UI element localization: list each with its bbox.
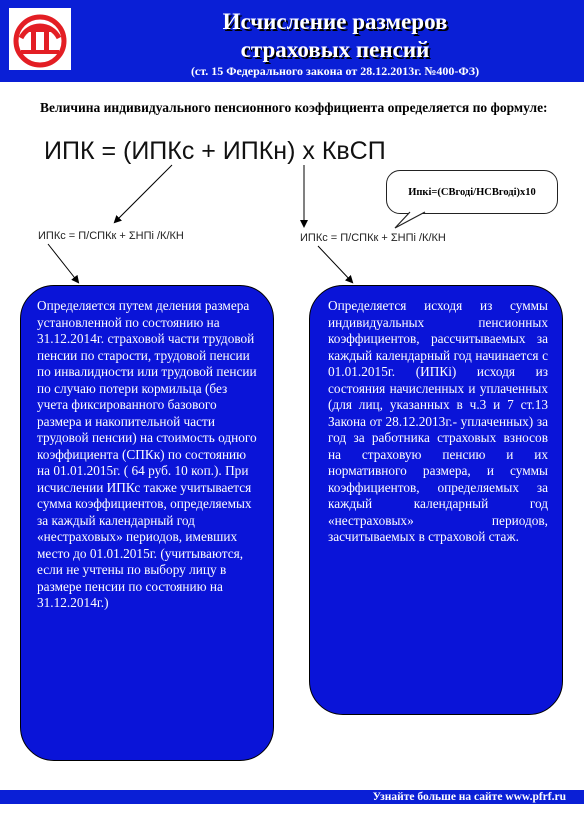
- page-subtitle: (ст. 15 Федерального закона от 28.12.2013г. №400-ФЗ): [190, 64, 480, 78]
- intro-text: Величина индивидуального пенсионного коэффициента определяется по формуле:: [40, 100, 548, 115]
- ipki-formula-bubble: Ипкi=(СВгодi/НСВгодi)х10: [386, 170, 558, 214]
- pfr-logo-icon: [9, 8, 71, 70]
- ipkn-description-box: Определяется исходя из суммы индивидуальных пенсионных коэффициентов, рассчитываемых за каждый календарный год начинается с 01.01.2015г. (ИПКi) исходя из состояния начисленных и уплаченных (для лиц, указанных в ч.3 и 7 ст.13 Закона от 28.12.2013г.- уплаченных) за год за работника страховых взносов на страховую пенсию и их нормативного размера, и суммы коэффициентов, определяемых за каждый календарный год «нестраховых» периодов, засчитываемых в страховой стаж.: [309, 285, 563, 715]
- title-line-1: Исчисление размеров: [222, 9, 448, 34]
- title-line-2: страховых пенсий: [240, 37, 430, 62]
- sub-formula-left: ИПКс = П/СПКк + ΣНПi /К/КН: [38, 230, 184, 242]
- arrow-ipkc: [115, 165, 172, 222]
- ipkc-description-box: Определяется путем деления размера установленной по состоянию на 31.12.2014г. страховой части трудовой пенсии по старости, трудовой пенсии по инвалидности или трудовой пенсии по случаю потери кормильца (без учета фиксированного базового размера и накопительной части трудовой пенсии) на стоимость одного коэффициента (СПКк) по состоянию на 01.01.2015г. ( 64 руб. 10 коп.). При исчислении ИПКс также учитывается сумма коэффициентов, определяемых за каждый календарный год «нестраховых» периодов, имевших место до 01.01.2015г. (учитываются, если не учтены по выбору лицу в размере пенсии по состоянию на 31.12.2014г.): [20, 285, 274, 761]
- footer-bar: [0, 790, 584, 804]
- arrow-right-box: [318, 246, 352, 282]
- header-banner: [0, 0, 584, 82]
- footer-link[interactable]: Узнайте больше на сайте www.pfrf.ru: [372, 791, 566, 803]
- sub-formula-right: ИПКс = П/СПКк + ΣНПi /К/КН: [300, 232, 446, 244]
- main-formula: ИПК = (ИПКс + ИПКн) х КвСП: [44, 137, 386, 165]
- page-title: [120, 8, 550, 64]
- arrow-left-box: [48, 244, 78, 282]
